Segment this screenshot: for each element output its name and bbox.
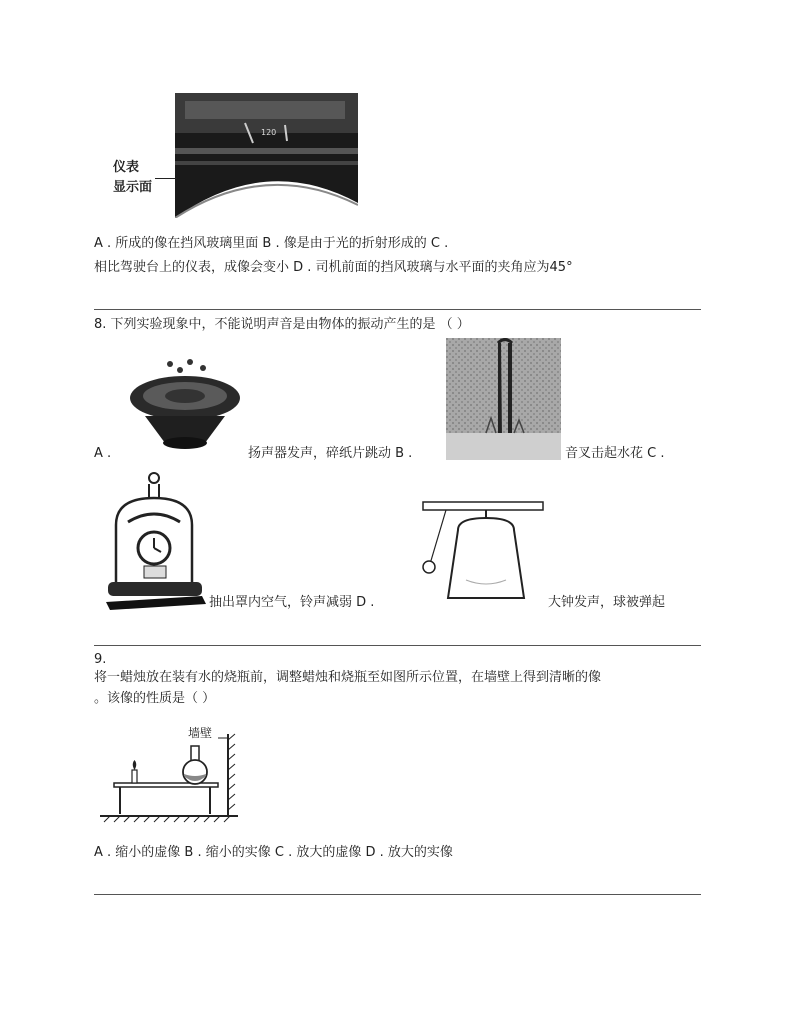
q8-option-c-text: 抽出罩内空气，铃声减弱 D . — [209, 595, 375, 610]
tuning-fork-image — [446, 338, 561, 460]
divider — [94, 894, 701, 895]
q8-option-d-text: 大钟发声，球被弹起 — [548, 595, 666, 610]
label-pointer-line — [155, 178, 177, 179]
q8-option-b-text: 音叉击起水花 C . — [565, 446, 665, 461]
candle-flask-diagram — [100, 726, 240, 826]
q9-question-line2: 。该像的性质是（ ） — [94, 691, 216, 706]
dashboard-photo — [175, 93, 358, 218]
bell-jar-image — [106, 470, 206, 610]
wall-label: 墙壁 — [188, 726, 213, 740]
divider — [94, 309, 701, 310]
q8-option-a-letter: A . — [94, 446, 112, 461]
q8-option-a-text: 扬声器发声，碎纸片跳动 B . — [248, 446, 413, 461]
divider — [94, 645, 701, 646]
big-bell-image — [418, 500, 548, 612]
q7-options-line1: A . 所成的像在挡风玻璃里面 B . 像是由于光的折射形成的 C . — [94, 236, 449, 251]
q9-options: A . 缩小的虚像 B . 缩小的实像 C . 放大的虚像 D . 放大的实像 — [94, 845, 453, 860]
q7-options-line2: 相比驾驶台上的仪表，成像会变小 D . 司机前面的挡风玻璃与水平面的夹角应为45° — [94, 260, 573, 275]
dashboard-label: 仪表 显示面 — [113, 160, 153, 195]
speaker-image — [125, 358, 240, 458]
q9-number: 9. — [94, 652, 107, 667]
q9-question-line1: 将一蜡烛放在装有水的烧瓶前，调整蜡烛和烧瓶至如图所示位置，在墙壁上得到清晰的像 — [94, 670, 602, 685]
svg-text:120: 120 — [261, 128, 277, 137]
q8-question: 8. 下列实验现象中，不能说明声音是由物体的振动产生的是 （ ） — [94, 317, 470, 332]
